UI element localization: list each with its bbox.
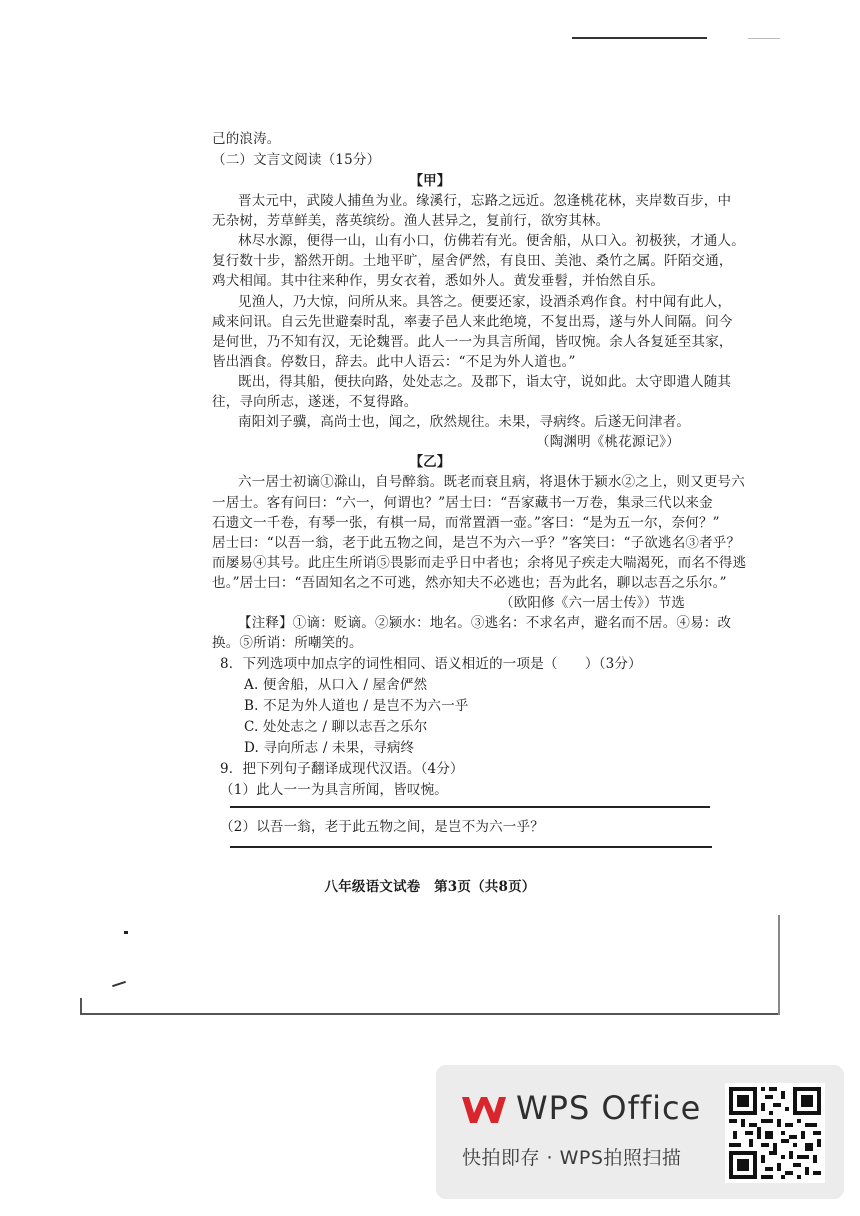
text-line: 鸡犬相闻。其中往来种作，男女衣着，悉如外人。黄发垂髫，并怡然自乐。 bbox=[212, 273, 665, 289]
wps-brand: WPS Office bbox=[516, 1089, 702, 1127]
answer-line bbox=[230, 846, 712, 848]
passage-a-heading: 【甲】 bbox=[409, 173, 451, 189]
qr-code-icon bbox=[725, 1083, 825, 1183]
scan-edge-right bbox=[778, 915, 780, 1015]
option-c: C. 处处志之 / 聊以志吾之乐尔 bbox=[244, 719, 428, 735]
wps-watermark bbox=[436, 1065, 844, 1199]
passage-b-heading: 【乙】 bbox=[409, 454, 451, 470]
question-9: 9．把下列句子翻译成现代汉语。（4分） bbox=[220, 761, 464, 777]
text-line: 林尽水源，便得一山，山有小口，仿佛若有光。便舍船，从口入。初极狭，才通人。 bbox=[238, 233, 745, 249]
option-a: A. 便舍船，从口入 / 屋舍俨然 bbox=[244, 677, 428, 693]
text-line: 无杂树，芳草鲜美，落英缤纷。渔人甚异之，复前行，欲穷其林。 bbox=[212, 213, 610, 229]
text-line: 石遗文一千卷，有琴一张，有棋一局，而常置酒一壶。”客曰：“是为五一尔，奈何？” bbox=[212, 515, 720, 531]
scan-speck bbox=[112, 981, 126, 987]
text-line: 往，寻向所志，遂迷，不复得路。 bbox=[212, 394, 418, 410]
notes-line: 换。⑤所诮：所嘲笑的。 bbox=[212, 635, 363, 651]
text-line: 己的浪涛。 bbox=[212, 131, 281, 147]
option-d: D. 寻向所志 / 未果，寻病终 bbox=[244, 740, 415, 756]
text-line: 居士曰：“以吾一翁，老于此五物之间，是岂不为六一乎？”客笑曰：“子欲逃名③者乎？ bbox=[212, 535, 741, 551]
source-citation: （欧阳修《六一居士传》）节选 bbox=[500, 595, 686, 611]
section-heading: （二）文言文阅读（15分） bbox=[212, 152, 381, 168]
text-line: 一居士。客有问曰：“六一，何谓也？”居士曰：“吾家藏书一万卷，集录三代以来金 bbox=[212, 495, 713, 511]
scan-edge-top-faint bbox=[748, 38, 780, 39]
scan-speck bbox=[124, 931, 128, 934]
wps-logo-icon bbox=[460, 1093, 508, 1127]
scan-edge-left bbox=[80, 998, 82, 1014]
wps-tagline: 快拍即存 · WPS拍照扫描 bbox=[462, 1147, 682, 1169]
text-line: 南阳刘子骥，高尚士也，闻之，欣然规往。未果，寻病终。后遂无问津者。 bbox=[238, 414, 691, 430]
question-9-part-2: （2）以吾一翁，老于此五物之间，是岂不为六一乎？ bbox=[220, 819, 544, 835]
text-line: 晋太元中，武陵人捕鱼为业。缘溪行，忘路之远近。忽逢桃花林，夹岸数百步，中 bbox=[238, 193, 732, 209]
notes-line: 【注释】①谪：贬谪。②颍水：地名。③逃名：不求名声，避名而不居。④易：改 bbox=[238, 615, 732, 631]
text-line: 六一居士初谪①滁山，自号醉翁。既老而衰且病，将退休于颍水②之上，则又更号六 bbox=[238, 474, 745, 490]
text-line: 见渔人，乃大惊，问所从来。具答之。便要还家，设酒杀鸡作食。村中闻有此人， bbox=[238, 294, 732, 310]
text-line: 也。”居士曰：“吾固知名之不可逃，然亦知夫不必逃也；吾为此名，聊以志吾之乐尔。” bbox=[212, 575, 727, 591]
text-line: 咸来问讯。自云先世避秦时乱，率妻子邑人来此绝境，不复出焉，遂与外人间隔。问今 bbox=[212, 314, 733, 330]
question-9-part-1: （1）此人一一为具言所闻，皆叹惋。 bbox=[220, 782, 448, 798]
question-8: 8．下列选项中加点字的词性相同、语义相近的一项是（ ）（3分） bbox=[220, 656, 642, 672]
page-footer: 八年级语文试卷 第3页（共8页） bbox=[324, 879, 536, 895]
text-line: 皆出酒食。停数日，辞去。此中人语云：“不足为外人道也。” bbox=[212, 354, 576, 370]
scan-edge-top bbox=[572, 37, 707, 39]
text-line: 是何世，乃不知有汉，无论魏晋。此人一一为具言所闻，皆叹惋。余人各复延至其家， bbox=[212, 334, 733, 350]
source-citation: （陶渊明《桃花源记》） bbox=[536, 434, 680, 450]
option-b: B. 不足为外人道也 / 是岂不为六一乎 bbox=[244, 698, 469, 714]
answer-line bbox=[230, 806, 710, 808]
text-line: 既出，得其船，便扶向路，处处志之。及郡下，诣太守，说如此。太守即遣人随其 bbox=[238, 374, 732, 390]
text-line: 而屡易④其号。此庄生所诮⑤畏影而走乎日中者也；余将见子疾走大喘渴死，而名不得逃 bbox=[212, 555, 747, 571]
text-line: 复行数十步，豁然开朗。土地平旷，屋舍俨然，有良田、美池、桑竹之属。阡陌交通， bbox=[212, 253, 733, 269]
scan-edge-bottom bbox=[80, 1013, 780, 1015]
